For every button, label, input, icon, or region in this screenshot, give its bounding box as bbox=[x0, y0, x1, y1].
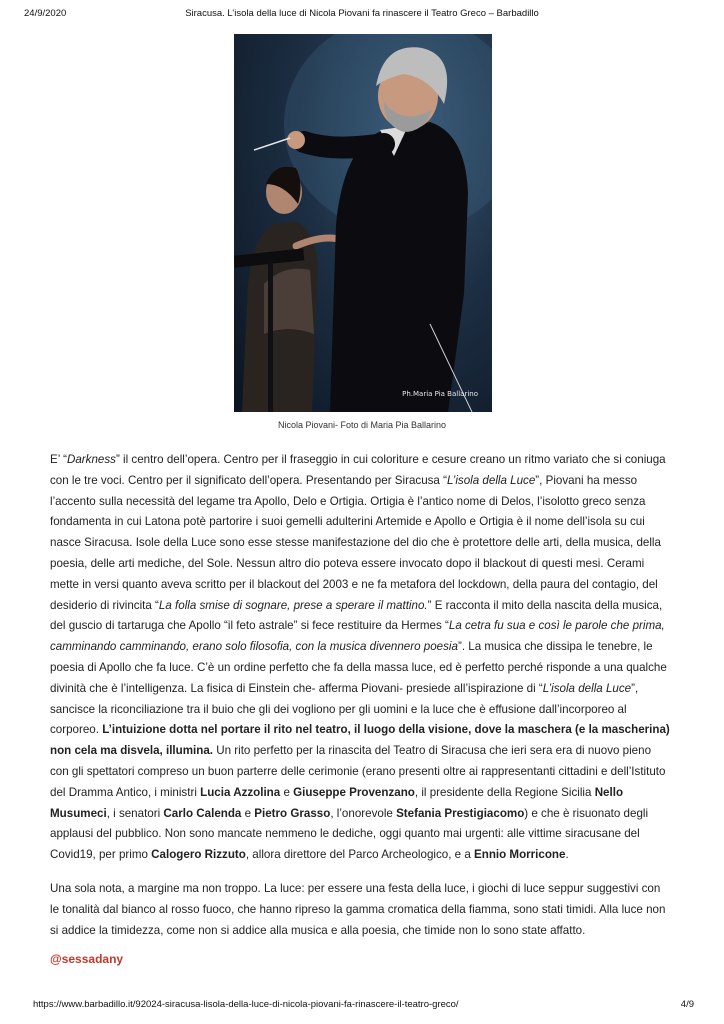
photo-caption: Nicola Piovani- Foto di Maria Pia Ballarino bbox=[277, 420, 447, 430]
text-segment: L’intuizione dotta nel portare il rito nel teatro, il luogo della visione, dove la maschera (e la mascherina) non cela ma disvela, illumina. bbox=[50, 723, 670, 758]
text-segment: E’ “ bbox=[50, 453, 67, 466]
text-segment: , l’onorevole bbox=[330, 806, 397, 820]
print-url: https://www.barbadillo.it/92024-siracusa-lisola-della-luce-di-nicola-piovani-fa-rinascere-il-teatro-greco/ bbox=[33, 999, 459, 1010]
article-photo bbox=[234, 34, 492, 412]
text-segment: ” E racconta il mito della nascita della musica, del guscio di tartaruga che Apollo “il feto astrale” si fece restituire da Hermes “ bbox=[50, 598, 663, 633]
text-segment: e bbox=[241, 806, 255, 820]
text-segment: La cetra fu sua e così le parole che prima, camminando camminando, erano solo filosofia, con la musica divennero poesia bbox=[50, 619, 665, 654]
text-segment: . bbox=[565, 848, 569, 862]
print-date: 24/9/2020 bbox=[24, 8, 67, 19]
text-segment: ) e che è risuonato degli applausi del pubblico. Non sono mancate nemmeno le dediche, oggi quanto mai urgenti: alle vittime siracusane del Covid19, per primo bbox=[50, 806, 649, 862]
text-segment: ” il centro dell’opera. Centro per il fraseggio in cui coloriture e cesure creano un ritmo variato che si coniuga con le tre voci. Centro per il significato dell’opera. Presentando per Siracusa “ bbox=[50, 453, 666, 487]
text-segment: , i senatori bbox=[106, 806, 164, 820]
text-segment: Un rito perfetto per la rinascita del Teatro di Siracusa che ieri sera era di nuovo pieno con gli spettatori compreso un buon parterre delle cerimonie (erano presenti oltre ai rappresentanti cittadini e dell’Istituto del Dramma Antico, i ministri bbox=[50, 744, 666, 799]
text-segment: e bbox=[280, 785, 294, 799]
text-segment: L’isola della Luce bbox=[542, 681, 632, 695]
text-segment: ”, Piovani ha messo l’accento sulla necessità del legame tra Apollo, Delo e Ortigia. Ortigia è l’antico nome di Delos, l’isolotto greco senza fondamenta in cui Latona potè partorire i suoi gemelli adulterini Artemide e Apollo e Ortigia è il nome dell’isola su cui nasce Siracusa. Isole della Luce sono esse stesse manifestazione del dio che è protettore delle arti, della musica, della poesia, delle arti mediche, del Sole. Nessun altro dio poteva essere invocato dopo il blackout di questi mesi. Cerami mette in versi quanto aveva scritto per il blackout del 2003 e ne fa metafora del lockdown, della paura del contagio, del desiderio di rivincita “ bbox=[50, 473, 661, 612]
text-segment: Una sola nota, a margine ma non troppo. La luce: per essere una festa della luce, i giochi di luce seppur suggestivi con le tonalità dal bianco al rosso fuoco, che hanno ripreso la gamma cromatica della fiamma, sono stati timidi. Alla luce non si addice la timidezza, come non si addice alla musica e alla poesia, che timide non lo sono state affatto. bbox=[50, 881, 666, 937]
print-footer bbox=[33, 999, 694, 1010]
text-segment: , il presidente della Regione Sicilia bbox=[414, 785, 595, 799]
article-paragraph-1 bbox=[50, 450, 672, 866]
text-segment: Ennio Morricone bbox=[474, 848, 566, 862]
article-body bbox=[50, 450, 672, 954]
page-number: 4/9 bbox=[680, 999, 694, 1010]
text-segment: La folla smise di sognare, prese a sperare il mattino. bbox=[158, 598, 428, 612]
text-segment: , allora direttore del Parco Archeologico, e a bbox=[245, 848, 474, 862]
text-segment: L’isola della Luce bbox=[446, 473, 536, 487]
text-segment: ”. La musica che dissipa le tenebre, le poesia di Apollo che fa luce. C’è un ordine perfetto che fa della massa luce, ed è perfetto perché risponde a una qualche divinità che è l’intelligenza. La fisica di Einstein che- afferma Piovani- presiede all’ispirazione di “ bbox=[50, 640, 667, 695]
text-segment: Pietro Grasso bbox=[254, 806, 331, 820]
text-segment: Lucia Azzolina bbox=[200, 785, 281, 799]
text-segment: ”, sancisce la riconciliazione tra il buio che gli dei vogliono per gli uomini e la luce che è effusione dall’incorporeo al corporeo. bbox=[50, 681, 639, 737]
text-segment: Stefania Prestigiacomo bbox=[396, 806, 525, 820]
author-handle-link[interactable]: @sessadany bbox=[50, 952, 124, 966]
text-segment: Giuseppe Provenzano bbox=[293, 785, 415, 799]
photo-credit-overlay: Ph.Maria Pia Ballarino bbox=[402, 390, 478, 398]
text-segment: Darkness bbox=[66, 453, 116, 466]
text-segment: Nello Musumeci bbox=[50, 785, 624, 820]
article-paragraph-2 bbox=[50, 879, 672, 941]
print-page-title: Siracusa. L’isola della luce di Nicola Piovani fa rinascere il Teatro Greco – Barbadillo bbox=[185, 8, 539, 19]
text-segment: Carlo Calenda bbox=[163, 806, 242, 820]
text-segment: Calogero Rizzuto bbox=[151, 848, 246, 862]
conductor-image bbox=[234, 34, 492, 412]
